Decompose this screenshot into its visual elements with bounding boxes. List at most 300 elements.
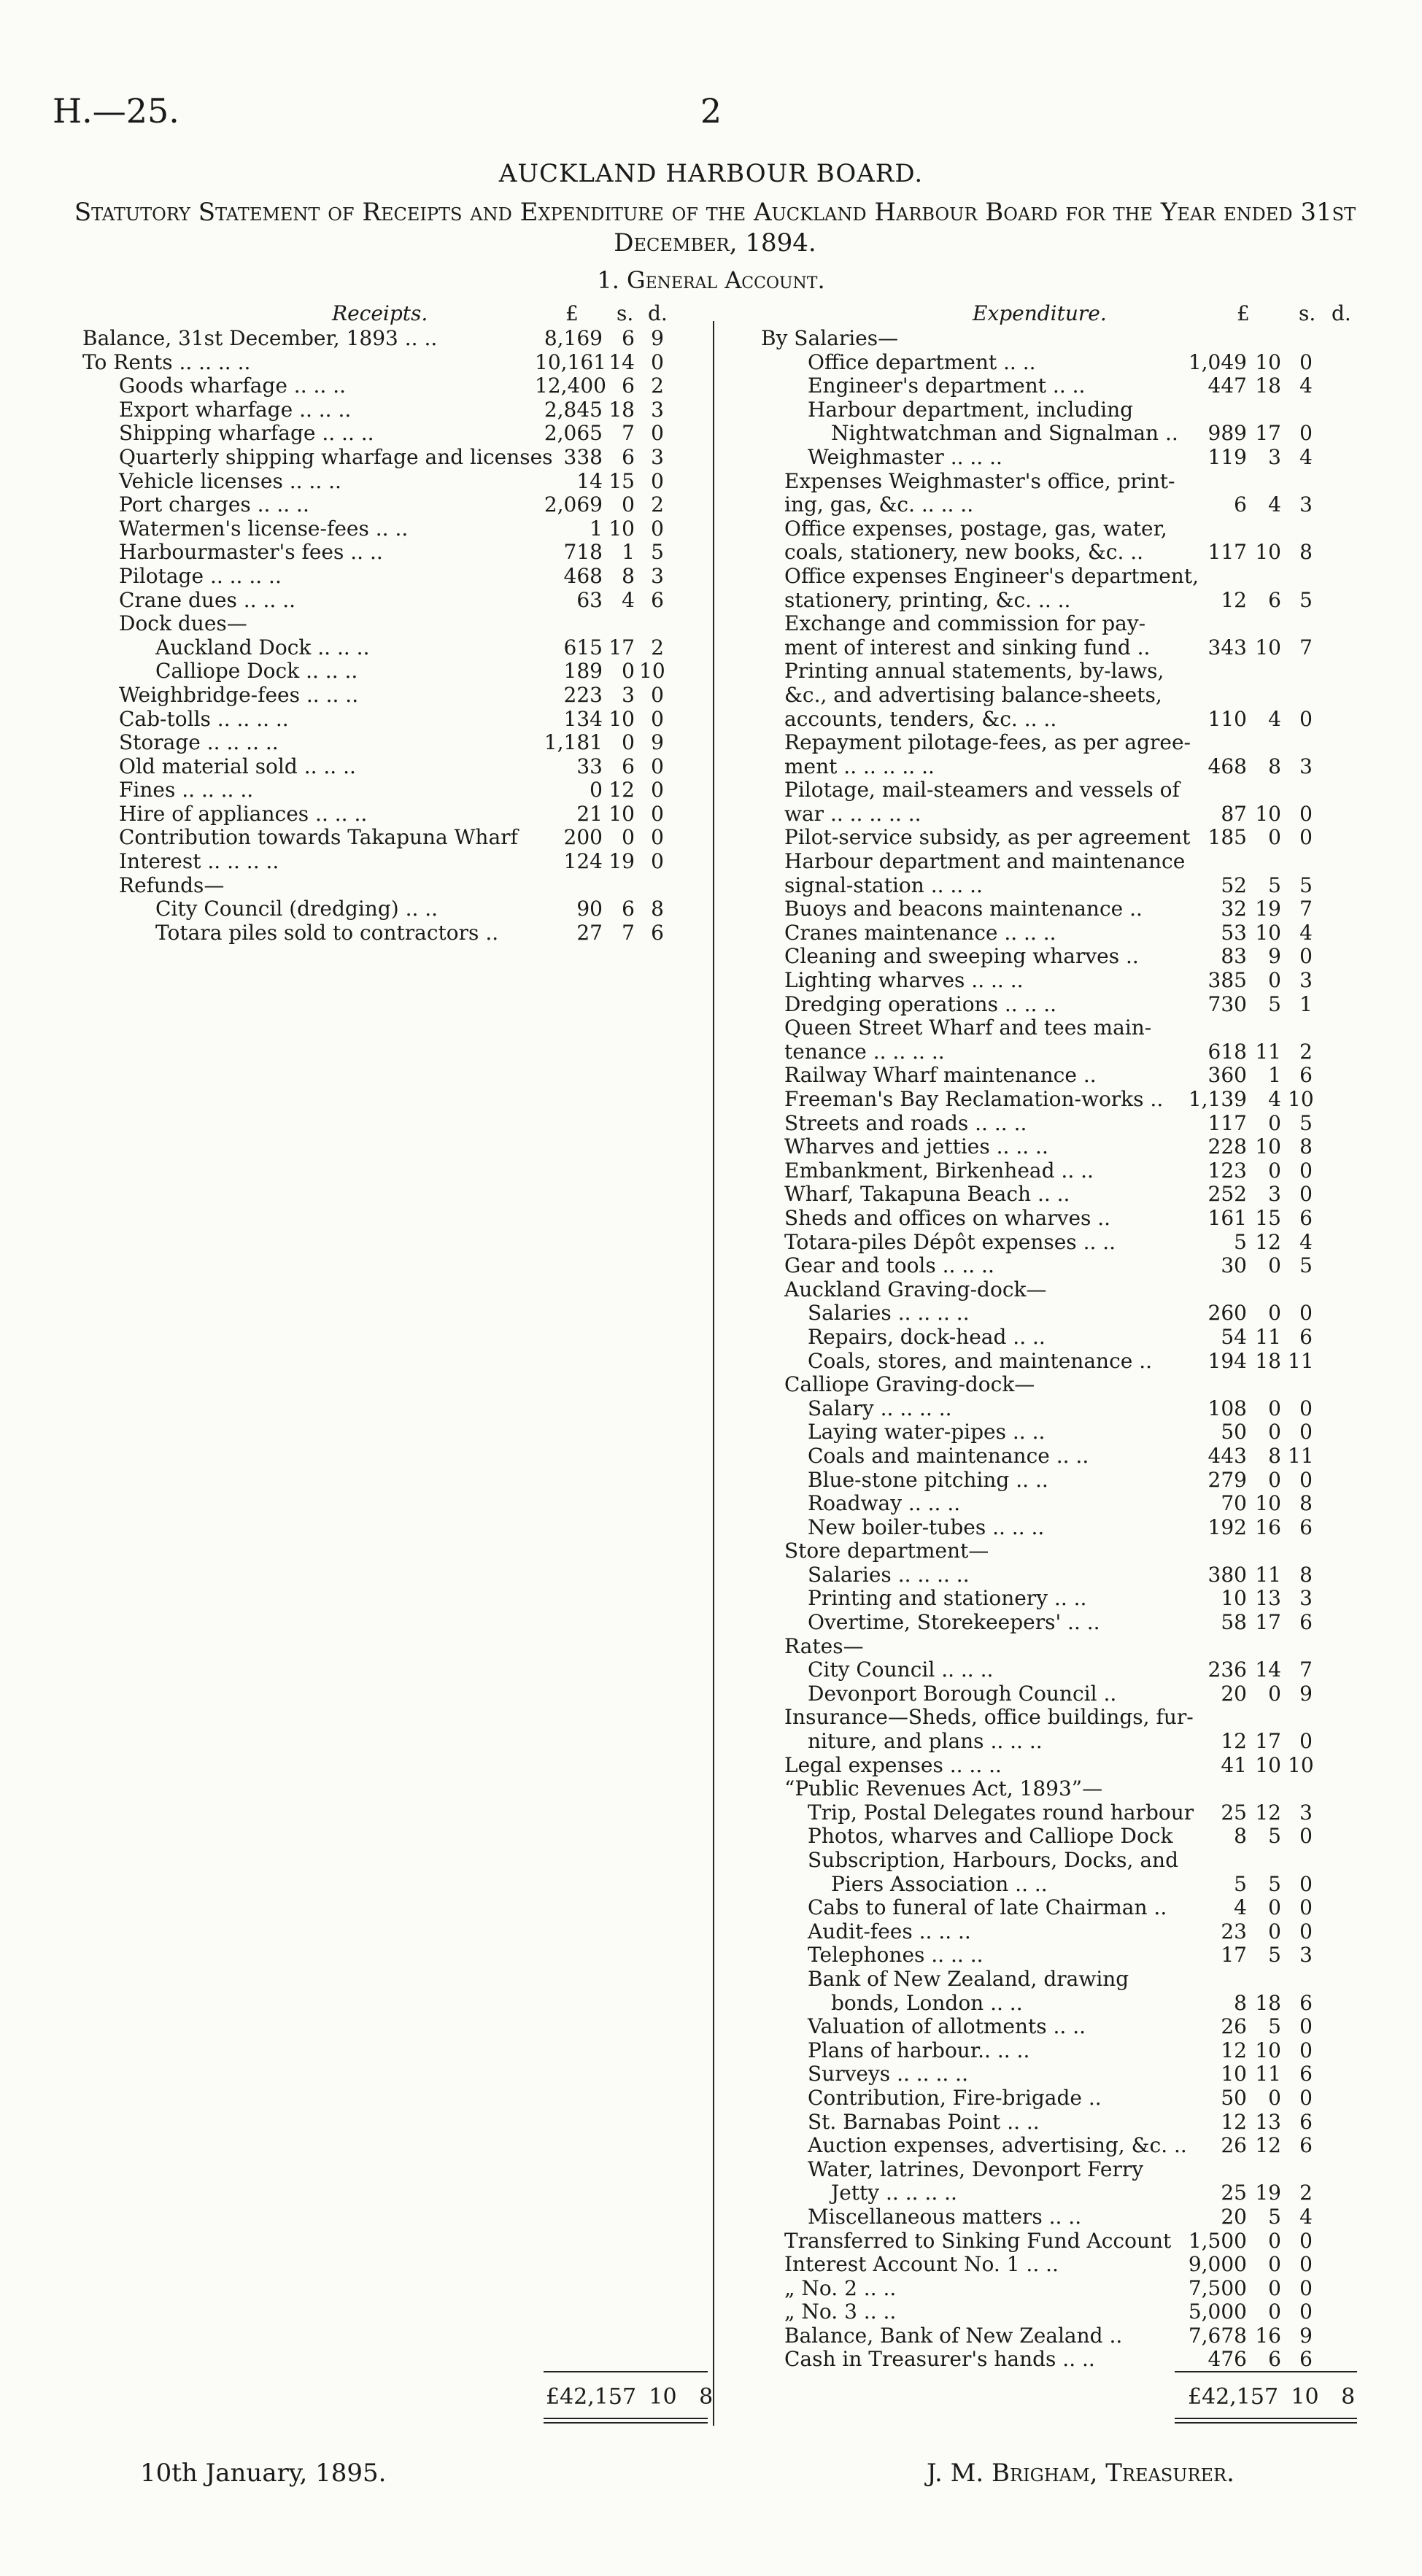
receipts-item-label: Watermen's license-fees .. ..: [119, 517, 409, 541]
expenditure-item-label: coals, stationery, new books, &c. ..: [784, 541, 1144, 565]
expenditure-item-label: Auction expenses, advertising, &c. ..: [808, 2134, 1187, 2158]
expenditure-row: [761, 1539, 1388, 1563]
receipts-item-shillings: 1: [622, 540, 635, 565]
receipts-item-pence: 0: [651, 706, 664, 731]
expenditure-row: [761, 826, 1388, 850]
receipts-item-pence: 2: [651, 492, 664, 517]
expenditure-item-pence: 3: [1299, 754, 1313, 778]
receipts-total-double-rule-top: [544, 2418, 708, 2419]
receipts-item-label: Interest .. .. .. ..: [119, 850, 279, 874]
expenditure-item-shillings: 4: [1268, 706, 1281, 731]
receipts-row: [82, 755, 710, 779]
expenditure-item-pence: 3: [1299, 1943, 1313, 1968]
expenditure-item-label: Office expenses Engineer's department,: [784, 564, 1199, 588]
expenditure-item-pounds: 476: [1207, 2347, 1247, 2372]
expenditure-row: [761, 2158, 1388, 2182]
expenditure-item-shillings: 1: [1268, 1063, 1281, 1088]
receipts-item-shillings: 0: [622, 659, 635, 684]
expenditure-item-label: Cabs to funeral of late Chairman ..: [808, 1896, 1167, 1920]
receipts-item-shillings: 7: [622, 421, 635, 446]
receipts-row: [82, 493, 710, 517]
expenditure-item-pence: 0: [1299, 1895, 1313, 1920]
receipts-item-pounds: 90: [576, 897, 603, 921]
expenditure-item-shillings: 16: [1255, 2323, 1281, 2348]
expenditure-row: [761, 636, 1388, 660]
expenditure-item-pence: 8: [1299, 1491, 1313, 1516]
expenditure-row: [761, 1064, 1388, 1088]
receipts-item-pence: 3: [651, 444, 664, 469]
expenditure-item-pounds: 20: [1221, 2204, 1247, 2229]
expenditure-item-pence: 0: [1299, 2300, 1313, 2324]
receipts-item-shillings: 0: [622, 825, 635, 850]
receipts-row: [82, 802, 710, 827]
expenditure-item-label: Salary .. .. .. ..: [808, 1396, 952, 1420]
receipts-item-pounds: 338: [563, 444, 603, 469]
expenditure-item-pounds: 25: [1221, 1800, 1247, 1825]
receipts-item-pence: 0: [651, 754, 664, 778]
expenditure-row: [761, 1920, 1388, 1944]
expenditure-row: [761, 1611, 1388, 1635]
expenditure-row: [761, 1112, 1388, 1136]
receipts-item-pence: 6: [651, 920, 664, 945]
expenditure-row: [761, 897, 1388, 921]
expenditure-item-label: Telephones .. .. ..: [808, 1943, 984, 1968]
expenditure-item-pence: 7: [1299, 1658, 1313, 1682]
receipts-item-shillings: 6: [622, 326, 635, 350]
receipts-item-label: Cab-tolls .. .. .. ..: [119, 707, 289, 731]
expenditure-item-pence: 8: [1299, 1134, 1313, 1159]
expenditure-item-pounds: 236: [1207, 1658, 1247, 1682]
expenditure-item-shillings: 15: [1255, 1205, 1281, 1230]
expenditure-row: [761, 1587, 1388, 1611]
receipts-item-pounds: 10,161: [535, 349, 606, 374]
receipts-item-label: Vehicle licenses .. .. ..: [119, 469, 341, 493]
expenditure-item-label: Railway Wharf maintenance ..: [784, 1064, 1097, 1088]
expenditure-item-shillings: 18: [1255, 1990, 1281, 2015]
receipts-item-label: Harbourmaster's fees .. ..: [119, 541, 383, 565]
receipts-total-pence: 8: [699, 2384, 714, 2410]
expenditure-item-pounds: 53: [1221, 920, 1247, 945]
expenditure-item-shillings: 10: [1255, 920, 1281, 945]
receipts-row: [82, 708, 710, 732]
expenditure-row: [761, 1301, 1388, 1326]
expenditure-item-pence: 5: [1299, 1110, 1313, 1135]
expenditure-item-shillings: 11: [1255, 1562, 1281, 1587]
treasurer-signature: J. M. Brigham, Treasurer.: [927, 2459, 1234, 2488]
receipts-item-shillings: 8: [622, 563, 635, 588]
receipts-item-pounds: 223: [563, 682, 603, 707]
receipts-item-pence: 0: [651, 801, 664, 826]
receipts-row: [82, 921, 710, 945]
expenditure-item-shillings: 0: [1268, 1420, 1281, 1444]
expenditure-row: [761, 850, 1388, 874]
expenditure-pence-heading: d.: [1332, 301, 1351, 325]
receipts-item-shillings: 14: [608, 349, 635, 374]
expenditure-item-label: Plans of harbour.. .. ..: [808, 2038, 1030, 2062]
receipts-item-label: Pilotage .. .. .. ..: [119, 564, 282, 588]
expenditure-item-pence: 0: [1299, 2014, 1313, 2039]
expenditure-item-pounds: 23: [1221, 1919, 1247, 1943]
receipts-item-shillings: 7: [622, 920, 635, 945]
expenditure-item-label: Interest Account No. 1 .. ..: [784, 2253, 1059, 2277]
receipts-item-pence: 5: [651, 540, 664, 565]
expenditure-item-label: Coals and maintenance .. ..: [808, 1444, 1089, 1468]
expenditure-item-pounds: 228: [1207, 1134, 1247, 1159]
expenditure-item-label: Cleaning and sweeping wharves ..: [784, 945, 1139, 969]
expenditure-item-shillings: 5: [1268, 1943, 1281, 1968]
expenditure-row: [761, 1088, 1388, 1112]
expenditure-item-shillings: 0: [1268, 1158, 1281, 1183]
expenditure-item-pounds: 5: [1234, 1871, 1247, 1896]
expenditure-item-pounds: 123: [1207, 1158, 1247, 1183]
expenditure-row: [761, 969, 1388, 993]
receipts-item-pounds: 2,065: [544, 421, 603, 446]
receipts-item-pence: 2: [651, 374, 664, 398]
expenditure-row: [761, 731, 1388, 755]
expenditure-item-label: Office department .. ..: [808, 350, 1036, 374]
expenditure-row: [761, 1682, 1388, 1706]
receipts-row: [82, 897, 710, 921]
expenditure-item-shillings: 11: [1255, 1324, 1281, 1349]
expenditure-row: [761, 1231, 1388, 1255]
receipts-pence-heading: d.: [648, 301, 668, 325]
expenditure-row: [761, 1016, 1388, 1040]
receipts-item-label: Totara piles sold to contractors ..: [155, 921, 499, 945]
receipts-item-pence: 0: [651, 849, 664, 874]
receipts-total-rule: [544, 2371, 708, 2372]
receipts-item-pounds: 27: [576, 920, 603, 945]
expenditure-item-pence: 5: [1299, 1253, 1313, 1278]
expenditure-item-pounds: 12: [1221, 1729, 1247, 1754]
expenditure-item-pence: 3: [1299, 1800, 1313, 1825]
expenditure-row: [761, 1254, 1388, 1278]
expenditure-row: [761, 541, 1388, 565]
expenditure-item-pounds: 5: [1234, 1229, 1247, 1254]
expenditure-item-label: signal-station .. .. ..: [784, 873, 983, 897]
expenditure-row: [761, 1754, 1388, 1778]
receipts-item-pence: 0: [651, 778, 664, 802]
expenditure-item-label: Queen Street Wharf and tees main-: [784, 1016, 1152, 1040]
receipts-item-label: City Council (dredging) .. ..: [155, 897, 438, 921]
expenditure-item-shillings: 0: [1268, 2252, 1281, 2277]
expenditure-row: [761, 1992, 1388, 2016]
receipts-item-shillings: 10: [608, 706, 635, 731]
statement-title: Statutory Statement of Receipts and Expenditure of the Auckland Harbour Board for the Year ended 31st December, 1894.: [74, 198, 1356, 258]
expenditure-item-pounds: 52: [1221, 873, 1247, 897]
receipts-item-pence: 6: [651, 587, 664, 612]
expenditure-item-pounds: 20: [1221, 1681, 1247, 1706]
expenditure-item-pence: 0: [1299, 2038, 1313, 2062]
page-number: 2: [700, 91, 722, 131]
expenditure-row: [761, 493, 1388, 517]
receipts-total-double-rule-bottom: [544, 2422, 708, 2424]
expenditure-row: [761, 2277, 1388, 2301]
expenditure-item-pounds: 618: [1207, 1039, 1247, 1064]
receipts-item-pounds: 21: [576, 801, 603, 826]
expenditure-item-pence: 7: [1299, 897, 1313, 921]
expenditure-item-label: &c., and advertising balance-sheets,: [784, 683, 1162, 707]
expenditure-row: [761, 1135, 1388, 1159]
receipts-row: [82, 778, 710, 802]
expenditure-item-pounds: 26: [1221, 2014, 1247, 2039]
expenditure-item-label: Water, latrines, Devonport Ferry: [808, 2157, 1144, 2181]
expenditure-row: [761, 2348, 1388, 2372]
expenditure-row: [761, 2205, 1388, 2229]
expenditure-item-shillings: 0: [1268, 1110, 1281, 1135]
expenditure-item-shillings: 0: [1268, 1895, 1281, 1920]
expenditure-item-shillings: 11: [1255, 2062, 1281, 2086]
expenditure-item-shillings: 0: [1268, 1467, 1281, 1492]
expenditure-item-pence: 4: [1299, 444, 1313, 469]
expenditure-total-pence: 8: [1341, 2384, 1356, 2410]
receipts-item-label: Auckland Dock .. .. ..: [155, 635, 370, 660]
expenditure-row: [761, 374, 1388, 398]
expenditure-item-pence: 6: [1299, 2133, 1313, 2158]
expenditure-item-shillings: 4: [1268, 492, 1281, 517]
expenditure-item-pence: 2: [1299, 2181, 1313, 2205]
expenditure-row: [761, 327, 1388, 351]
expenditure-item-shillings: 12: [1255, 2133, 1281, 2158]
receipts-item-pounds: 615: [563, 635, 603, 660]
expenditure-item-pounds: 5,000: [1188, 2300, 1247, 2324]
expenditure-item-label: Surveys .. .. .. ..: [808, 2062, 968, 2086]
expenditure-item-label: Devonport Borough Council ..: [808, 1682, 1117, 1706]
expenditure-item-shillings: 0: [1268, 2300, 1281, 2324]
expenditure-item-pounds: 8: [1234, 1990, 1247, 2015]
expenditure-item-pence: 0: [1299, 944, 1313, 969]
receipts-item-pence: 0: [651, 468, 664, 493]
expenditure-item-label: tenance .. .. .. ..: [784, 1040, 945, 1064]
receipts-item-label: Calliope Dock .. .. ..: [155, 660, 358, 684]
expenditure-item-label: Exchange and commission for pay-: [784, 612, 1146, 636]
expenditure-item-pence: 11: [1288, 1348, 1314, 1373]
receipts-item-shillings: 3: [622, 682, 635, 707]
expenditure-row: [761, 422, 1388, 446]
expenditure-item-pence: 5: [1299, 873, 1313, 897]
expenditure-item-shillings: 13: [1255, 2109, 1281, 2134]
expenditure-item-pence: 6: [1299, 1324, 1313, 1349]
expenditure-item-shillings: 10: [1255, 349, 1281, 374]
expenditure-item-pounds: 41: [1221, 1752, 1247, 1777]
receipts-heading: Receipts.: [332, 301, 428, 325]
receipts-item-pounds: 33: [576, 754, 603, 778]
expenditure-row: [761, 802, 1388, 827]
receipts-item-pence: 0: [651, 516, 664, 541]
expenditure-row: [761, 1040, 1388, 1064]
expenditure-item-pounds: 54: [1221, 1324, 1247, 1349]
expenditure-item-pounds: 343: [1207, 635, 1247, 660]
receipts-item-pounds: 1,181: [544, 730, 603, 755]
expenditure-row: [761, 874, 1388, 898]
expenditure-row: [761, 1278, 1388, 1302]
expenditure-item-shillings: 0: [1268, 1396, 1281, 1420]
receipts-row: [82, 470, 710, 494]
expenditure-item-pence: 6: [1299, 2109, 1313, 2134]
expenditure-row: [761, 755, 1388, 779]
expenditure-item-shillings: 0: [1268, 1253, 1281, 1278]
receipts-item-pence: 0: [651, 349, 664, 374]
expenditure-item-label: Rates—: [784, 1634, 864, 1658]
expenditure-row: [761, 470, 1388, 494]
expenditure-item-shillings: 0: [1268, 1919, 1281, 1943]
expenditure-row: [761, 2253, 1388, 2277]
expenditure-item-label: ment of interest and sinking fund ..: [784, 635, 1151, 660]
expenditure-row: [761, 993, 1388, 1017]
expenditure-item-pounds: 110: [1207, 706, 1247, 731]
expenditure-total: [1188, 2384, 1355, 2410]
expenditure-item-label: ment .. .. .. .. ..: [784, 754, 935, 778]
expenditure-item-label: Printing annual statements, by-laws,: [784, 660, 1164, 684]
receipts-row: [82, 731, 710, 755]
expenditure-item-pounds: 468: [1207, 754, 1247, 778]
expenditure-item-label: Laying water-pipes .. ..: [808, 1420, 1046, 1444]
expenditure-item-pounds: 10: [1221, 1586, 1247, 1611]
expenditure-item-label: Dredging operations .. .. ..: [784, 992, 1057, 1016]
receipts-item-pounds: 2,069: [544, 492, 603, 517]
receipts-item-pence: 9: [651, 730, 664, 755]
expenditure-item-pounds: 161: [1207, 1205, 1247, 1230]
expenditure-item-label: “Public Revenues Act, 1893”—: [784, 1777, 1103, 1801]
expenditure-item-label: Contribution, Fire-brigade ..: [808, 2086, 1102, 2110]
expenditure-item-shillings: 16: [1255, 1515, 1281, 1539]
receipts-row: [82, 636, 710, 660]
expenditure-item-label: war .. .. .. .. ..: [784, 802, 921, 826]
expenditure-row: [761, 2324, 1388, 2348]
expenditure-item-shillings: 8: [1268, 1443, 1281, 1468]
expenditure-item-pence: 5: [1299, 587, 1313, 612]
expenditure-item-shillings: 0: [1268, 825, 1281, 850]
expenditure-item-pence: 0: [1299, 2228, 1313, 2253]
expenditure-item-pence: 3: [1299, 492, 1313, 517]
receipts-item-label: Balance, 31st December, 1893 .. ..: [82, 327, 438, 350]
expenditure-row: [761, 351, 1388, 375]
receipts-row: [82, 327, 710, 351]
expenditure-row: [761, 1350, 1388, 1374]
expenditure-item-shillings: 5: [1268, 2204, 1281, 2229]
expenditure-row: [761, 921, 1388, 945]
expenditure-item-pounds: 6: [1234, 492, 1247, 517]
receipts-item-shillings: 0: [622, 730, 635, 755]
column-divider: [713, 321, 714, 2426]
expenditure-item-pence: 11: [1288, 1443, 1314, 1468]
expenditure-item-label: Wharf, Takapuna Beach .. ..: [784, 1183, 1070, 1207]
expenditure-item-label: Cash in Treasurer's hands .. ..: [784, 2348, 1095, 2372]
expenditure-item-label: Engineer's department .. ..: [808, 374, 1086, 398]
expenditure-row: [761, 1849, 1388, 1873]
expenditure-item-pounds: 385: [1207, 968, 1247, 993]
expenditure-item-shillings: 10: [1255, 635, 1281, 660]
receipts-item-pence: 0: [651, 825, 664, 850]
expenditure-item-shillings: 8: [1268, 754, 1281, 778]
receipts-row: [82, 541, 710, 565]
receipts-total: [546, 2384, 713, 2410]
receipts-item-label: Fines .. .. .. ..: [119, 778, 254, 802]
expenditure-item-shillings: 17: [1255, 421, 1281, 446]
receipts-item-shillings: 6: [622, 897, 635, 921]
expenditure-item-shillings: 3: [1268, 1182, 1281, 1207]
expenditure-item-pounds: 50: [1221, 1420, 1247, 1444]
expenditure-item-label: Cranes maintenance .. .. ..: [784, 921, 1056, 945]
receipts-item-label: Dock dues—: [119, 612, 247, 636]
expenditure-item-pence: 9: [1299, 2323, 1313, 2348]
expenditure-item-shillings: 14: [1255, 1658, 1281, 1682]
receipts-item-pence: 9: [651, 326, 664, 350]
expenditure-item-label: niture, and plans .. .. ..: [808, 1730, 1043, 1754]
receipts-item-label: Contribution towards Takapuna Wharf: [119, 826, 518, 850]
expenditure-item-label: Embankment, Birkenhead .. ..: [784, 1159, 1094, 1183]
expenditure-item-shillings: 10: [1255, 1491, 1281, 1516]
receipts-item-shillings: 10: [608, 516, 635, 541]
expenditure-row: [761, 660, 1388, 684]
receipts-item-label: Crane dues .. .. ..: [119, 588, 296, 612]
expenditure-item-shillings: 3: [1268, 444, 1281, 469]
expenditure-item-label: Harbour department and maintenance: [784, 850, 1186, 874]
expenditure-item-shillings: 17: [1255, 1729, 1281, 1754]
expenditure-item-label: Coals, stores, and maintenance ..: [808, 1349, 1153, 1373]
expenditure-item-pounds: 8: [1234, 1824, 1247, 1849]
expenditure-item-pence: 2: [1299, 1039, 1313, 1064]
expenditure-row: [761, 684, 1388, 708]
expenditure-row: [761, 2086, 1388, 2111]
expenditure-item-pence: 4: [1299, 1229, 1313, 1254]
expenditure-row: [761, 2039, 1388, 2063]
expenditure-item-pence: 0: [1299, 1396, 1313, 1420]
receipts-row: [82, 612, 710, 636]
expenditure-item-pounds: 10: [1221, 2062, 1247, 2086]
expenditure-total-shillings: 10: [1291, 2384, 1319, 2410]
expenditure-item-pounds: 12: [1221, 2038, 1247, 2062]
expenditure-item-pence: 4: [1299, 2204, 1313, 2229]
expenditure-item-label: Printing and stationery .. ..: [808, 1587, 1087, 1611]
expenditure-row: [761, 517, 1388, 541]
receipts-item-pounds: 718: [563, 540, 603, 565]
receipts-item-pounds: 63: [576, 587, 603, 612]
expenditure-total-double-rule-top: [1175, 2418, 1357, 2419]
expenditure-row: [761, 1183, 1388, 1207]
expenditure-item-pounds: 117: [1207, 1110, 1247, 1135]
receipts-row: [82, 398, 710, 422]
expenditure-item-pence: 6: [1299, 1990, 1313, 2015]
expenditure-row: [761, 1730, 1388, 1754]
expenditure-item-pence: 0: [1299, 1182, 1313, 1207]
expenditure-item-label: New boiler-tubes .. .. ..: [808, 1515, 1045, 1539]
expenditure-item-pence: 1: [1299, 991, 1313, 1016]
expenditure-item-shillings: 6: [1268, 587, 1281, 612]
expenditure-item-pounds: 185: [1207, 825, 1247, 850]
receipts-item-shillings: 12: [608, 778, 635, 802]
expenditure-item-label: Jetty .. .. .. ..: [831, 2181, 957, 2205]
expenditure-item-shillings: 10: [1255, 1752, 1281, 1777]
receipts-item-pounds: 8,169: [544, 326, 603, 350]
receipts-row: [82, 351, 710, 375]
expenditure-item-pence: 0: [1299, 1301, 1313, 1326]
expenditure-row: [761, 1159, 1388, 1183]
expenditure-item-pence: 0: [1299, 2275, 1313, 2300]
expenditure-row: [761, 1207, 1388, 1231]
expenditure-item-pounds: 252: [1207, 1182, 1247, 1207]
expenditure-item-label: Transferred to Sinking Fund Account: [784, 2229, 1172, 2253]
report-reference: H.—25.: [53, 91, 179, 131]
expenditure-item-label: Auckland Graving-dock—: [784, 1277, 1047, 1301]
expenditure-item-pounds: 12: [1221, 587, 1247, 612]
expenditure-item-shillings: 5: [1268, 991, 1281, 1016]
expenditure-row: [761, 1873, 1388, 1897]
expenditure-row: [761, 945, 1388, 969]
receipts-item-pence: 10: [639, 659, 665, 684]
expenditure-item-shillings: 11: [1255, 1039, 1281, 1064]
expenditure-item-label: bonds, London .. ..: [831, 1991, 1023, 2015]
expenditure-item-shillings: 10: [1255, 540, 1281, 565]
